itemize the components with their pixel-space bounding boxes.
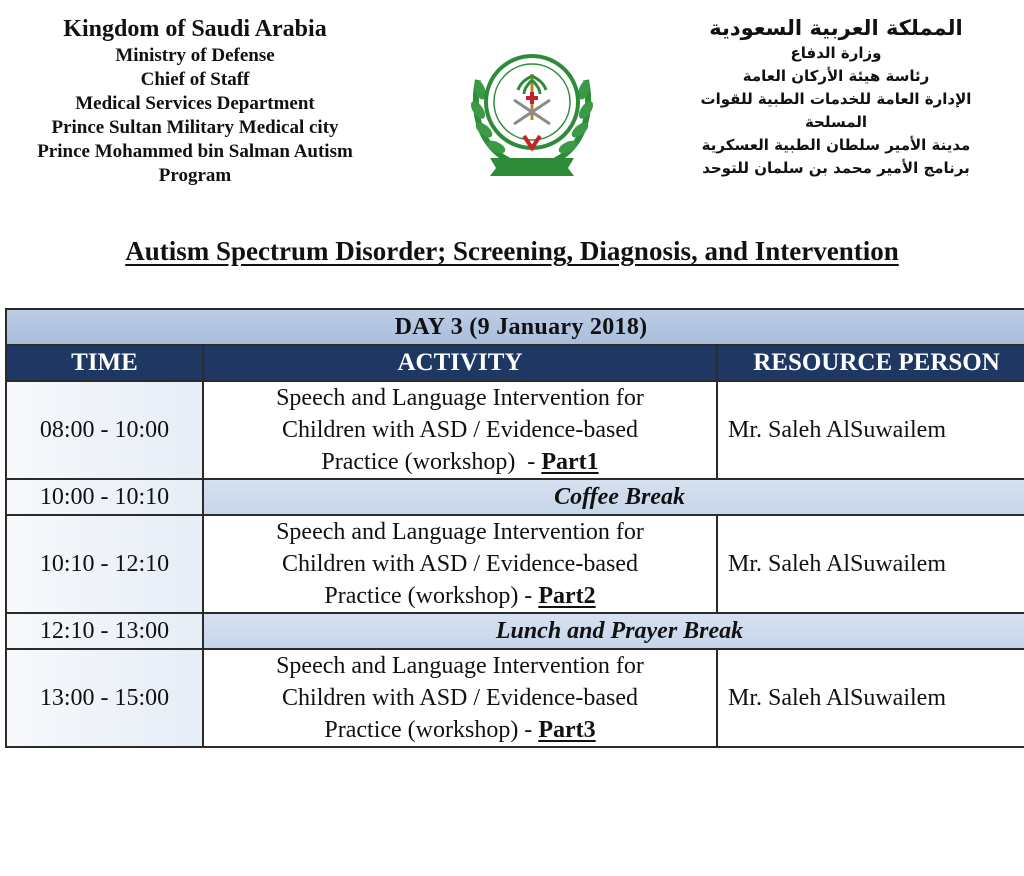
activity-line xyxy=(204,714,716,746)
activity-line-text: Practice (workshop) - xyxy=(324,583,539,609)
header-line: Ministry of Defense xyxy=(115,45,275,66)
break-label: Lunch and Prayer Break xyxy=(203,613,1024,649)
header-line: وزارة الدفاع xyxy=(790,44,882,62)
header-line: Medical Services Department xyxy=(75,93,315,114)
column-header-row xyxy=(6,345,1024,381)
header-line: Chief of Staff xyxy=(140,69,250,90)
table-row xyxy=(6,649,1024,747)
header-english xyxy=(14,14,376,188)
activity-line: Speech and Language Intervention for xyxy=(276,653,644,679)
day-label: DAY 3 (9 January 2018) xyxy=(6,309,1024,345)
activity-line: Speech and Language Intervention for xyxy=(276,385,644,411)
table-row xyxy=(6,515,1024,613)
time-cell: 13:00 - 15:00 xyxy=(6,649,203,747)
activity-cell xyxy=(203,649,717,747)
activity-line: Children with ASD / Evidence-based xyxy=(282,551,638,577)
header-arabic xyxy=(676,14,996,180)
header-line: الإدارة العامة للخدمات الطبية للقوات المسلحة xyxy=(700,90,972,131)
header-line: Program xyxy=(158,165,232,186)
day-row xyxy=(6,309,1024,345)
time-cell: 10:10 - 12:10 xyxy=(6,515,203,613)
activity-line: Children with ASD / Evidence-based xyxy=(282,685,638,711)
table-row-break xyxy=(6,613,1024,649)
military-medical-emblem-icon xyxy=(464,40,600,180)
page-title: Autism Spectrum Disorder; Screening, Diagnosis, and Intervention xyxy=(125,236,899,266)
resource-person-cell: Mr. Saleh AlSuwailem xyxy=(717,515,1024,613)
activity-line: Speech and Language Intervention for xyxy=(276,519,644,545)
resource-person-cell: Mr. Saleh AlSuwailem xyxy=(717,381,1024,479)
resource-person-cell: Mr. Saleh AlSuwailem xyxy=(717,649,1024,747)
activity-line xyxy=(204,446,716,478)
header-line: Prince Mohammed bin Salman Autism xyxy=(37,141,353,162)
activity-cell xyxy=(203,381,717,479)
table-row xyxy=(6,381,1024,479)
activity-line: Children with ASD / Evidence-based xyxy=(282,417,638,443)
part-label: Part1 xyxy=(541,449,599,475)
column-header-resource-person: RESOURCE PERSON xyxy=(717,345,1024,381)
header-line: رئاسة هيئة الأركان العامة xyxy=(742,67,930,85)
part-label: Part2 xyxy=(538,583,596,609)
activity-cell xyxy=(203,515,717,613)
break-label: Coffee Break xyxy=(203,479,1024,515)
schedule-table xyxy=(5,308,1024,748)
time-cell: 10:00 - 10:10 xyxy=(6,479,203,515)
header-line: Prince Sultan Military Medical city xyxy=(51,117,339,138)
header-line: برنامج الأمير محمد بن سلمان للتوحد xyxy=(702,159,970,177)
activity-line xyxy=(204,580,716,612)
header-line: Kingdom of Saudi Arabia xyxy=(63,16,327,42)
column-header-activity: ACTIVITY xyxy=(203,345,717,381)
part-label: Part3 xyxy=(538,717,596,743)
header-line: المملكة العربية السعودية xyxy=(709,16,963,40)
activity-line-text: Practice (workshop) - xyxy=(321,449,542,475)
activity-line-text: Practice (workshop) - xyxy=(324,717,539,743)
time-cell: 08:00 - 10:00 xyxy=(6,381,203,479)
header-line: مدينة الأمير سلطان الطبية العسكرية xyxy=(701,136,971,154)
table-row-break xyxy=(6,479,1024,515)
column-header-time: TIME xyxy=(6,345,203,381)
time-cell: 12:10 - 13:00 xyxy=(6,613,203,649)
